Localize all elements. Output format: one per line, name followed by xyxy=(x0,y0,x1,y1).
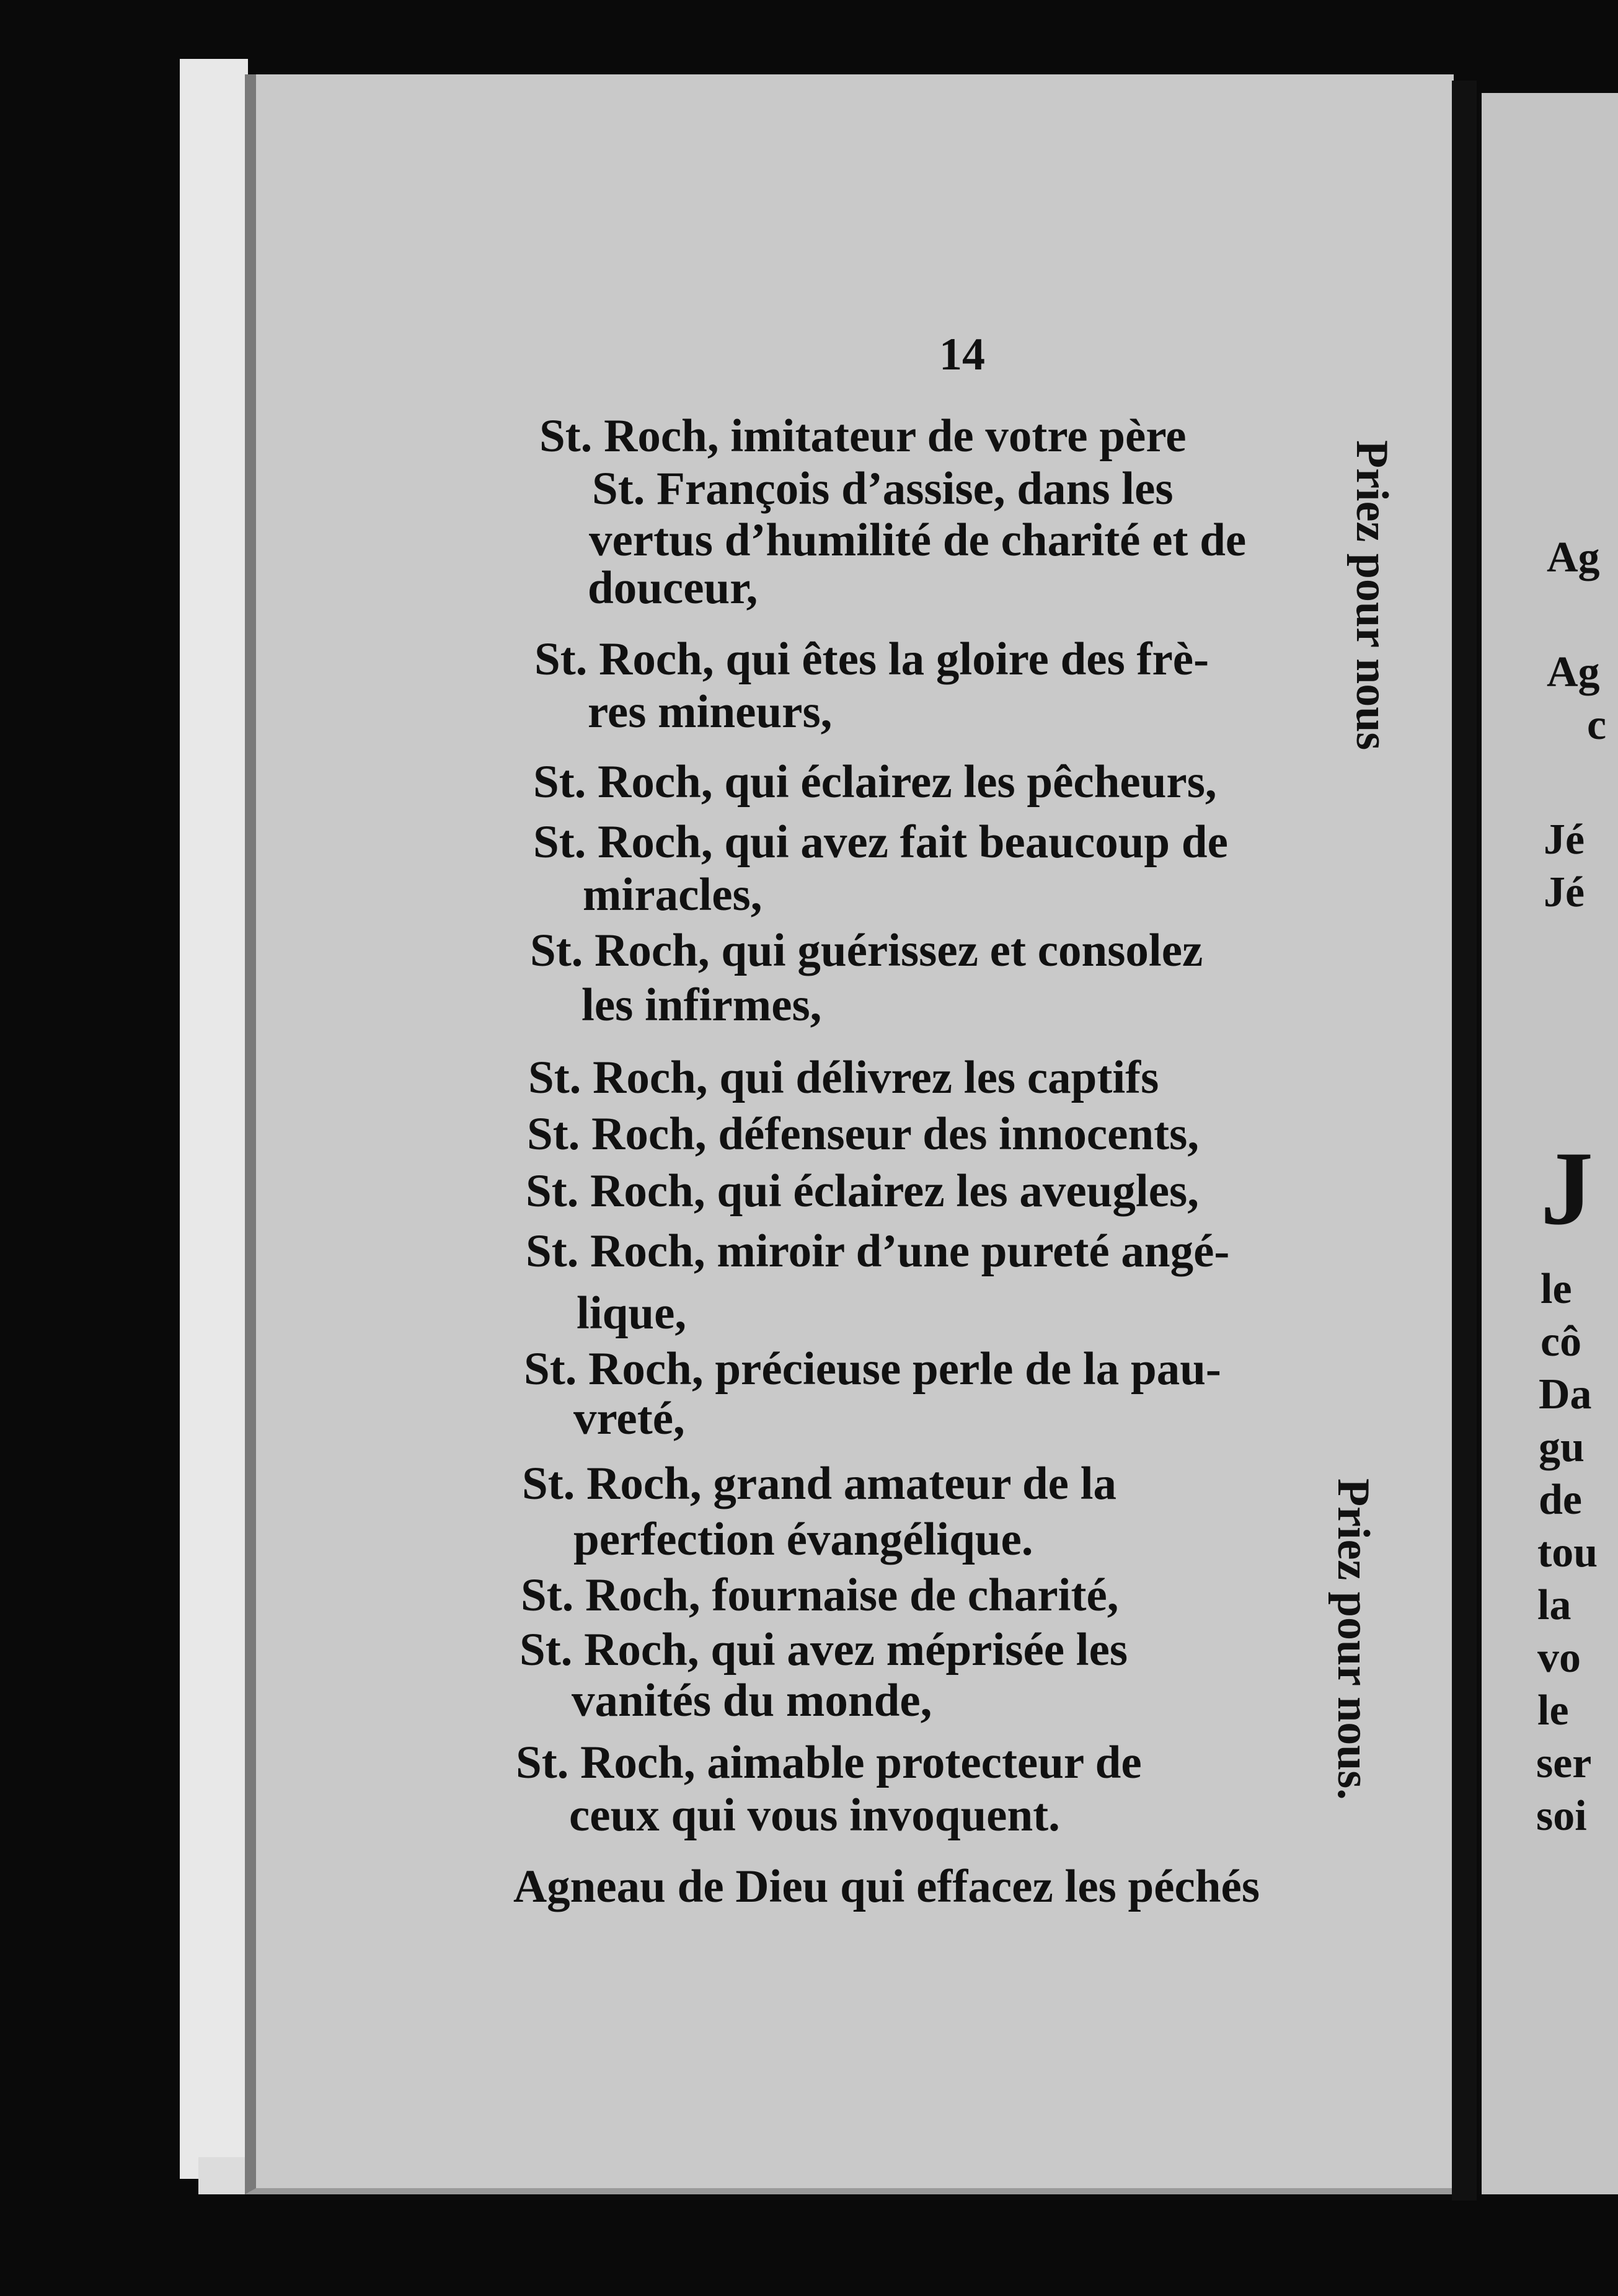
fragment: gu xyxy=(1539,1423,1585,1471)
fragment: cô xyxy=(1541,1318,1582,1366)
litany-entry: St. Roch, miroir d’une pureté angé- xyxy=(526,1225,1230,1277)
litany-entry: St. Roch, grand amateur de la xyxy=(522,1458,1117,1509)
litany-entry: St. Roch, qui avez méprisée les xyxy=(519,1624,1128,1676)
litany-entry: St. Roch, qui éclairez les aveugles, xyxy=(526,1165,1199,1217)
fragment: soi xyxy=(1536,1792,1587,1840)
litany-entry: St. Roch, aimable protecteur de xyxy=(516,1737,1142,1788)
litany-entry: St. Roch, qui êtes la gloire des frè- xyxy=(534,634,1209,685)
fragment: de xyxy=(1539,1476,1582,1524)
litany-continuation: miracles, xyxy=(583,869,763,921)
page-number: 14 xyxy=(939,329,985,380)
litany-continuation: les infirmes, xyxy=(581,979,822,1031)
litany-entry: St. Roch, qui avez fait beaucoup de xyxy=(533,816,1228,868)
litany-entry: St. Roch, qui délivrez les captifs xyxy=(528,1052,1159,1103)
closing-line: Agneau de Dieu qui effacez les péchés xyxy=(513,1861,1260,1912)
fragment: le xyxy=(1537,1687,1569,1734)
litany-continuation: res mineurs, xyxy=(588,686,833,738)
litany-continuation: lique, xyxy=(577,1287,687,1339)
litany-entry: St. Roch, qui éclairez les pêcheurs, xyxy=(533,756,1217,808)
litany-continuation: vanités du monde, xyxy=(572,1675,932,1726)
fragment: Da xyxy=(1539,1371,1592,1418)
response-priez-pour-nous-bottom: Priez pour nous. xyxy=(1328,1478,1379,1800)
litany-continuation: douceur, xyxy=(588,562,758,614)
litany-entry: St. Roch, imitateur de votre père xyxy=(539,410,1187,462)
litany-entry: St. Roch, fournaise de charité, xyxy=(521,1570,1119,1621)
book-spine-gutter xyxy=(1452,81,1477,2201)
litany-entry: St. Roch, précieuse perle de la pau- xyxy=(524,1343,1221,1395)
fragment: vo xyxy=(1537,1634,1581,1682)
fragment: ser xyxy=(1536,1739,1592,1787)
fragment: la xyxy=(1537,1581,1572,1629)
fragment: le xyxy=(1541,1265,1572,1313)
fragment-drop-cap: J xyxy=(1541,1130,1593,1247)
litany-continuation: ceux qui vous invoquent. xyxy=(569,1790,1060,1841)
fragment: Ag xyxy=(1547,534,1600,581)
litany-entry: St. Roch, qui guérissez et consolez xyxy=(530,925,1203,976)
fragment: Ag xyxy=(1547,648,1600,696)
fragment: Jé xyxy=(1544,816,1585,863)
litany-continuation: perfection évangélique. xyxy=(573,1514,1033,1565)
fragment: c xyxy=(1587,701,1607,749)
fragment: tou xyxy=(1537,1529,1598,1576)
litany-entry: St. Roch, défenseur des innocents, xyxy=(527,1108,1200,1160)
fragment: Jé xyxy=(1544,868,1585,916)
stacked-page-edges xyxy=(180,59,248,2179)
litany-continuation: St. François d’assise, dans les xyxy=(592,463,1174,514)
litany-continuation: vertus d’humilité de charité et de xyxy=(589,514,1247,566)
response-priez-pour-nous-top: Priez pour nous xyxy=(1346,440,1397,751)
litany-continuation: vreté, xyxy=(573,1393,685,1444)
